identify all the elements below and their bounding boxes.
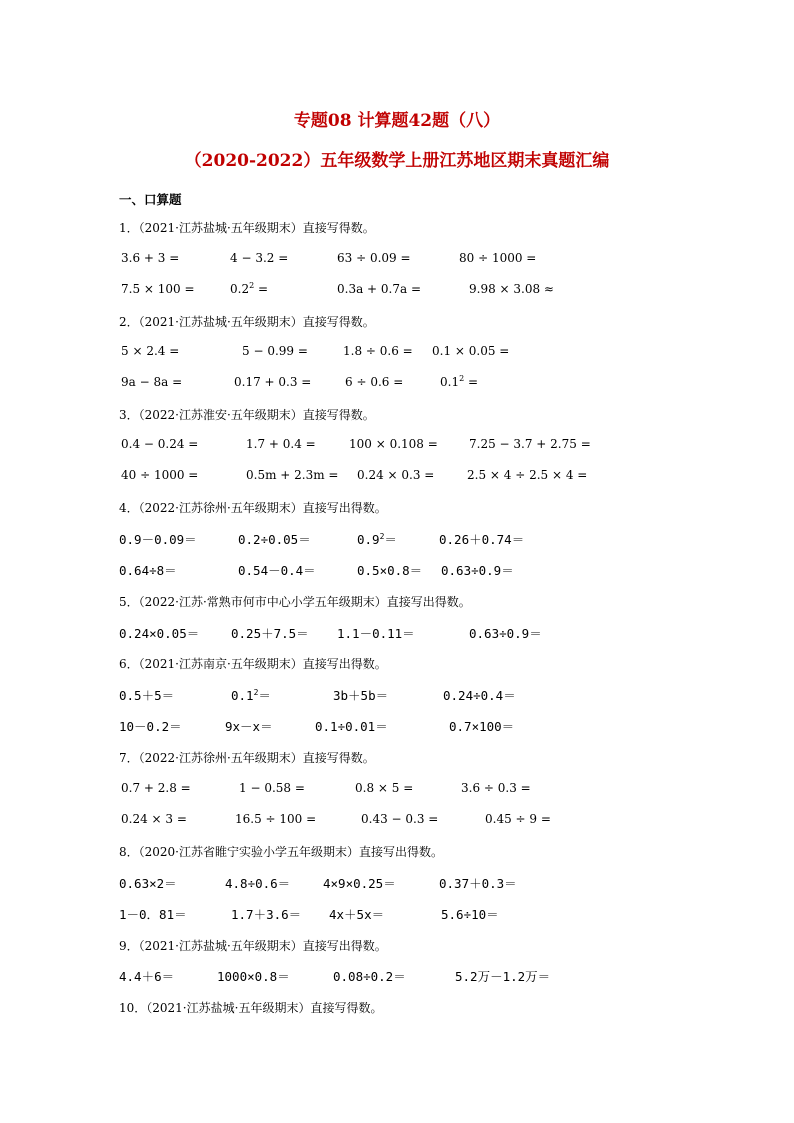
- q3-item: 7.25 − 3.7 + 2.75 =: [469, 437, 591, 451]
- q4-item: $0.9^2=$: [357, 531, 397, 547]
- question-10-label: 10．（2021·江苏盐城·五年级期末）直接写得数。: [119, 1001, 383, 1015]
- question-1-label: 1．（2021·江苏盐城·五年级期末）直接写得数。: [119, 221, 375, 235]
- q2-item: 1.8 ÷ 0.6 =: [343, 344, 413, 358]
- q1-item: 3.6 + 3 =: [121, 251, 180, 265]
- q8-item: 4.8÷0.6＝: [225, 876, 291, 891]
- q2-item: 5 × 2.4 =: [121, 344, 180, 358]
- q7-item: 0.45 ÷ 9 =: [485, 812, 551, 826]
- q4-item: 0.9－0.09＝: [119, 532, 197, 547]
- q7-item: 0.8 × 5 =: [355, 781, 414, 795]
- page-subtitle: （2020-2022）五年级数学上册江苏地区期末真题汇编: [184, 151, 610, 171]
- question-5-label: 5．（2022·江苏·常熟市何市中心小学五年级期末）直接写出得数。: [119, 595, 471, 609]
- q4-item: 0.2÷0.05＝: [238, 532, 311, 547]
- q3-item: 0.5m + 2.3m =: [246, 468, 339, 482]
- q3-item: 0.4 − 0.24 =: [121, 437, 199, 451]
- q2-item: 9a − 8a =: [121, 375, 183, 389]
- q9-item: 5.2万－1.2万＝: [455, 969, 551, 984]
- q9-item: 0.08÷0.2＝: [333, 969, 406, 984]
- q1-item: 9.98 × 3.08 ≈: [469, 282, 554, 296]
- question-4-label: 4．（2022·江苏徐州·五年级期末）直接写出得数。: [119, 501, 387, 515]
- q8-item: 1.7＋3.6＝: [231, 907, 302, 922]
- question-9-label: 9．（2021·江苏盐城·五年级期末）直接写出得数。: [119, 939, 387, 953]
- q6-item: 10－0.2＝: [119, 719, 182, 734]
- q9-item: 1000×0.8＝: [217, 969, 290, 984]
- q2-item: 0.1 × 0.05 =: [432, 344, 510, 358]
- question-7-label: 7．（2022·江苏徐州·五年级期末）直接写得数。: [119, 751, 375, 765]
- q1-item: 0.3a + 0.7a =: [337, 282, 422, 296]
- q6-item: 0.1÷0.01＝: [315, 719, 388, 734]
- q1-item: 63 ÷ 0.09 =: [337, 251, 411, 265]
- q9-item: 4.4＋6＝: [119, 969, 175, 984]
- question-8-label: 8．（2020·江苏省睢宁实验小学五年级期末）直接写出得数。: [119, 845, 443, 859]
- q7-item: 3.6 ÷ 0.3 =: [461, 781, 531, 795]
- q1-item: 80 ÷ 1000 =: [459, 251, 537, 265]
- q8-item: 4x＋5x＝: [329, 907, 385, 922]
- q7-item: 1 − 0.58 =: [239, 781, 305, 795]
- question-2-label: 2．（2021·江苏盐城·五年级期末）直接写得数。: [119, 315, 375, 329]
- q7-item: 0.7 + 2.8 =: [121, 781, 191, 795]
- q6-item: 9x－x＝: [225, 719, 273, 734]
- q2-item: 6 ÷ 0.6 =: [345, 375, 404, 389]
- q8-item: 5.6÷10＝: [441, 907, 499, 922]
- q8-item: 1－0．81＝: [119, 907, 187, 922]
- question-6-label: 6．（2021·江苏南京·五年级期末）直接写出得数。: [119, 657, 387, 671]
- q5-item: 0.25＋7.5＝: [231, 626, 309, 641]
- q7-item: 0.43 − 0.3 =: [361, 812, 439, 826]
- q3-item: 1.7 + 0.4 =: [246, 437, 316, 451]
- q1-item: 7.5 × 100 =: [121, 282, 195, 296]
- q5-item: 1.1－0.11＝: [337, 626, 415, 641]
- q3-item: 0.24 × 0.3 =: [357, 468, 435, 482]
- q2-item: 5 − 0.99 =: [242, 344, 308, 358]
- q3-item: 40 ÷ 1000 =: [121, 468, 199, 482]
- q7-item: 0.24 × 3 =: [121, 812, 187, 826]
- q6-item: 3b＋5b＝: [333, 688, 389, 703]
- q6-item: 0.24÷0.4＝: [443, 688, 516, 703]
- q2-item: $0.1^2$ =: [440, 374, 479, 389]
- q4-item: 0.5×0.8＝: [357, 563, 423, 578]
- q1-item: 4 − 3.2 =: [230, 251, 289, 265]
- q5-item: 0.63÷0.9＝: [469, 626, 542, 641]
- q7-item: 16.5 ÷ 100 =: [235, 812, 317, 826]
- q6-item: 0.7×100＝: [449, 719, 515, 734]
- q8-item: 0.63×2＝: [119, 876, 177, 891]
- q3-item: 2.5 × 4 ÷ 2.5 × 4 =: [467, 468, 588, 482]
- q2-item: 0.17 + 0.3 =: [234, 375, 312, 389]
- q4-item: 0.63÷0.9＝: [441, 563, 514, 578]
- q4-item: 0.54－0.4＝: [238, 563, 316, 578]
- q3-item: 100 × 0.108 =: [349, 437, 438, 451]
- page-title: 专题08 计算题42题（八）: [293, 111, 501, 131]
- q4-item: 0.26＋0.74＝: [439, 532, 525, 547]
- q6-item: $0.1^2=$: [231, 687, 271, 703]
- q5-item: 0.24×0.05＝: [119, 626, 200, 641]
- section-heading: 一、口算题: [119, 192, 182, 207]
- q8-item: 0.37＋0.3＝: [439, 876, 517, 891]
- question-3-label: 3．（2022·江苏淮安·五年级期末）直接写得数。: [119, 408, 375, 422]
- q1-item: $0.2^2$ =: [230, 281, 269, 296]
- q8-item: 4×9×0.25＝: [323, 876, 396, 891]
- q6-item: 0.5＋5＝: [119, 688, 175, 703]
- q4-item: 0.64÷8＝: [119, 563, 177, 578]
